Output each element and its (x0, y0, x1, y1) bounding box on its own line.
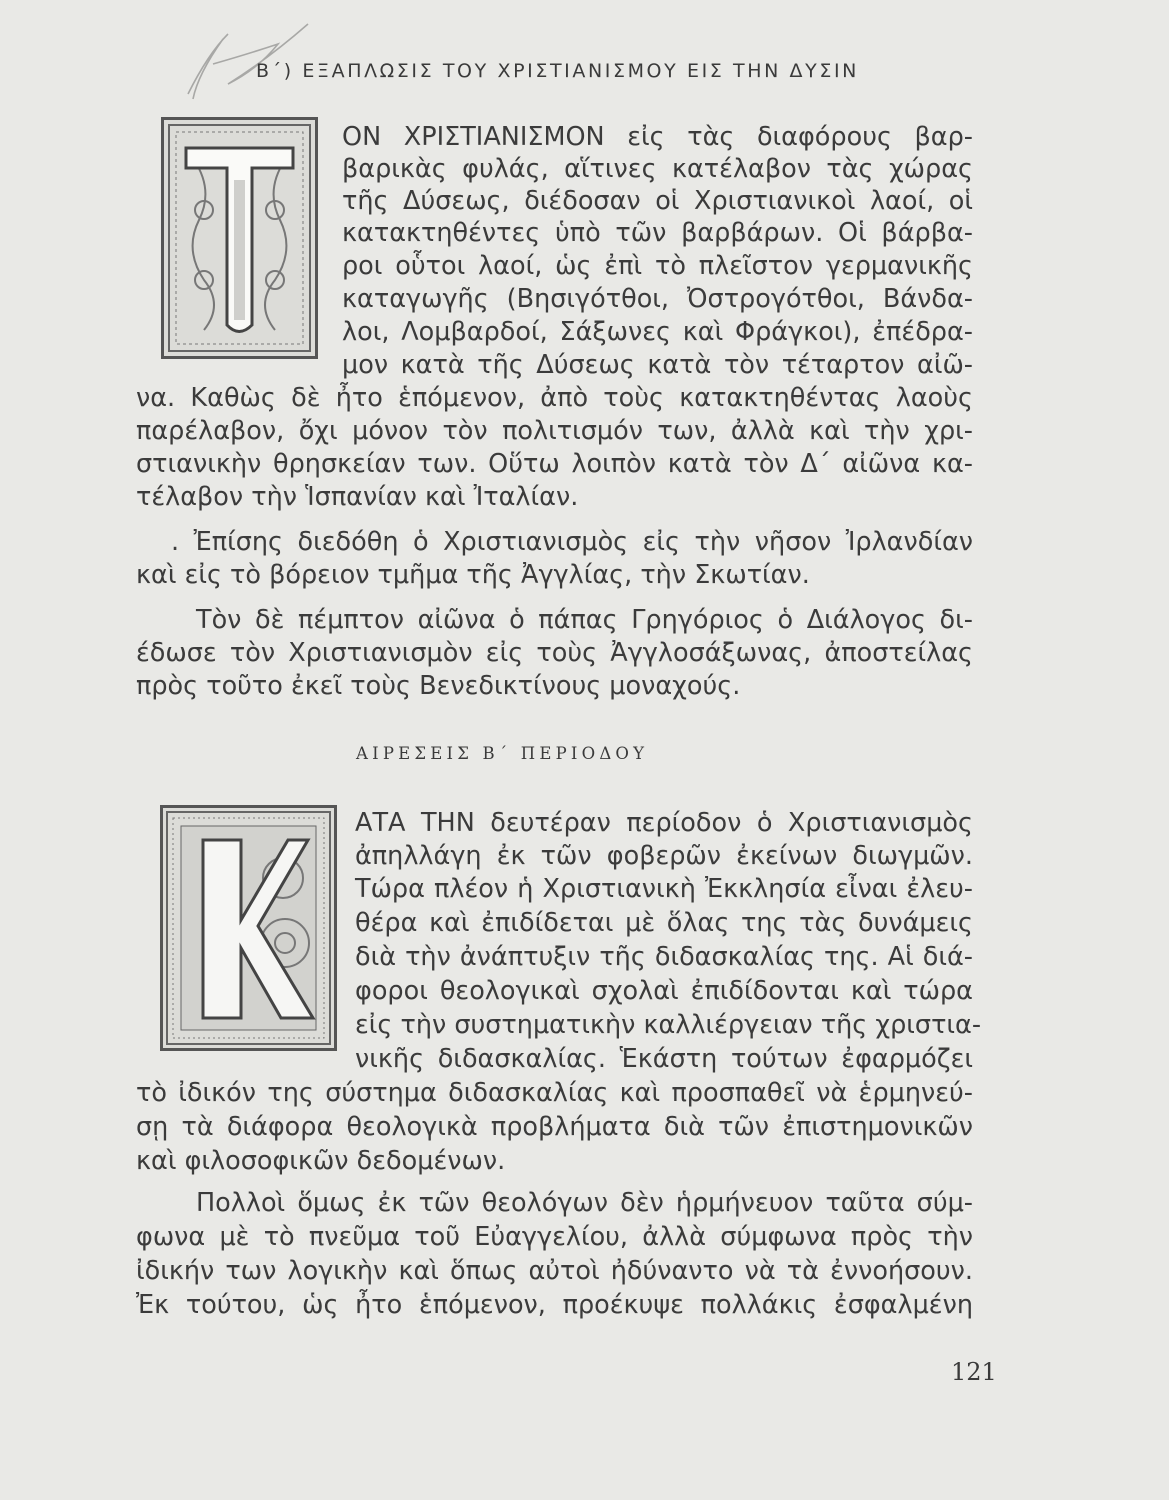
text-line: καὶ φιλοσοφικῶν δεδομένων. (136, 1146, 506, 1176)
text-line: σῃ τὰ διάφορα θεολογικὰ προβλήματα διὰ τῶν ἐπιστημονικῶν (136, 1112, 973, 1142)
text-line: να. Καθὼς δὲ ἦτο ἑπόμενον, ἀπὸ τοὺς κατακτηθέντας λαοὺς (136, 383, 973, 413)
text-line: Ἐκ τούτου, ὡς ἦτο ἑπόμενον, προέκυψε πολλάκις ἐσφαλμένη (136, 1290, 973, 1320)
text-line: καὶ εἰς τὸ βόρειον τμῆμα τῆς Ἀγγλίας, τὴν Σκωτίαν. (136, 560, 810, 590)
text-line: ἰδικήν των λογικὴν καὶ ὅπως αὐτοὶ ἠδύναντο νὰ τὰ ἐννοήσουν. (136, 1256, 973, 1286)
text-line: ἀπηλλάγη ἐκ τῶν φοβερῶν ἐκείνων διωγμῶν. (355, 841, 973, 871)
text-line: ροι οὗτοι λαοί, ὡς ἐπὶ τὸ πλεῖστον γερμανικῆς (342, 251, 973, 281)
text-line: βαρικὰς φυλάς, αἵτινες κατέλαβον τὰς χώρας (342, 154, 973, 184)
text-line: φοροι θεολογικαὶ σχολαὶ ἐπιδίδονται καὶ τώρα (355, 976, 973, 1006)
text-line: Τώρα πλέον ἡ Χριστιανικὴ Ἐκκλησία εἶναι ἐλευ- (355, 874, 973, 904)
decorated-initial-t (161, 117, 318, 359)
text-line: τὸ ἰδικόν της σύστημα διδασκαλίας καὶ προσπαθεῖ νὰ ἑρμηνεύ- (136, 1078, 973, 1108)
text-line: στιανικὴν θρησκείαν των. Οὕτω λοιπὸν κατὰ τὸν Δ΄ αἰῶνα κα- (136, 449, 973, 479)
text-line: έδωσε τὸν Χριστιανισμὸν εἰς τοὺς Ἀγγλοσάξωνας, ἀποστείλας (136, 638, 973, 668)
text-line: φωνα μὲ τὸ πνεῦμα τοῦ Εὐαγγελίου, ἀλλὰ σύμφωνα πρὸς τὴν (136, 1222, 973, 1252)
text-line: μον κατὰ τῆς Δύσεως κατὰ τὸν τέταρτον αἰῶ- (342, 350, 973, 380)
text-line: διὰ τὴν ἀνάπτυξιν τῆς διδασκαλίας της. Αἱ διά- (355, 942, 973, 972)
text-line: Τὸν δὲ πέμπτον αἰῶνα ὁ πάπας Γρηγόριος ὁ Διάλογος δι- (196, 605, 973, 635)
decorated-initial-k (160, 805, 337, 1051)
text-line: καταγωγῆς (Βησιγότθοι, Ὀστρογότθοι, Βάνδα- (342, 284, 973, 314)
text-line: λοι, Λομβαρδοί, Σάξωνες καὶ Φράγκοι), ἐπέδρα- (342, 317, 973, 347)
pencil-scribble-mark (168, 14, 318, 104)
page-number: 121 (951, 1358, 997, 1386)
running-head: Β΄) ΕΞΑΠΛΩΣΙΣ ΤΟΥ ΧΡΙΣΤΙΑΝΙΣΜΟΥ ΕΙΣ ΤΗΝ ΔΥΣΙΝ (256, 60, 859, 82)
text-line: Πολλοὶ ὅμως ἐκ τῶν θεολόγων δὲν ἡρμήνευον ταῦτα σύμ- (196, 1188, 973, 1218)
text-line: . Ἐπίσης διεδόθη ὁ Χριστιανισμὸς εἰς τὴν νῆσον Ἰρλανδίαν (171, 527, 973, 557)
text-line: πρὸς τοῦτο ἐκεῖ τοὺς Βενεδικτίνους μοναχούς. (136, 671, 741, 701)
text-line: νικῆς διδασκαλίας. Ἑκάστη τούτων ἐφαρμόζει (355, 1044, 973, 1074)
text-line: τέλαβον τὴν Ἱσπανίαν καὶ Ἰταλίαν. (136, 482, 579, 512)
text-line: εἰς τὴν συστηματικὴν καλλιέργειαν τῆς χριστια- (355, 1010, 982, 1040)
text-line: τῆς Δύσεως, διέδοσαν οἱ Χριστιανικοὶ λαοί, οἱ (342, 186, 973, 216)
section-subheading: ΑΙΡΕΣΕΙΣ Β΄ ΠΕΡΙΟΔΟΥ (356, 744, 649, 763)
text-line: ΑΤΑ ΤΗΝ δευτέραν περίοδον ὁ Χριστιανισμὸς (355, 808, 973, 838)
text-line: ΟΝ ΧΡΙΣΤΙΑΝΙΣΜΟΝ εἰς τὰς διαφόρους βαρ- (342, 122, 973, 152)
text-line: παρέλαβον, ὄχι μόνον τὸν πολιτισμόν των, ἀλλὰ καὶ τὴν χρι- (136, 416, 973, 446)
text-line: θέρα καὶ ἐπιδίδεται μὲ ὅλας της τὰς δυνάμεις (355, 908, 973, 938)
text-line: κατακτηθέντες ὑπὸ τῶν βαρβάρων. Οἱ βάρβα- (342, 218, 973, 248)
